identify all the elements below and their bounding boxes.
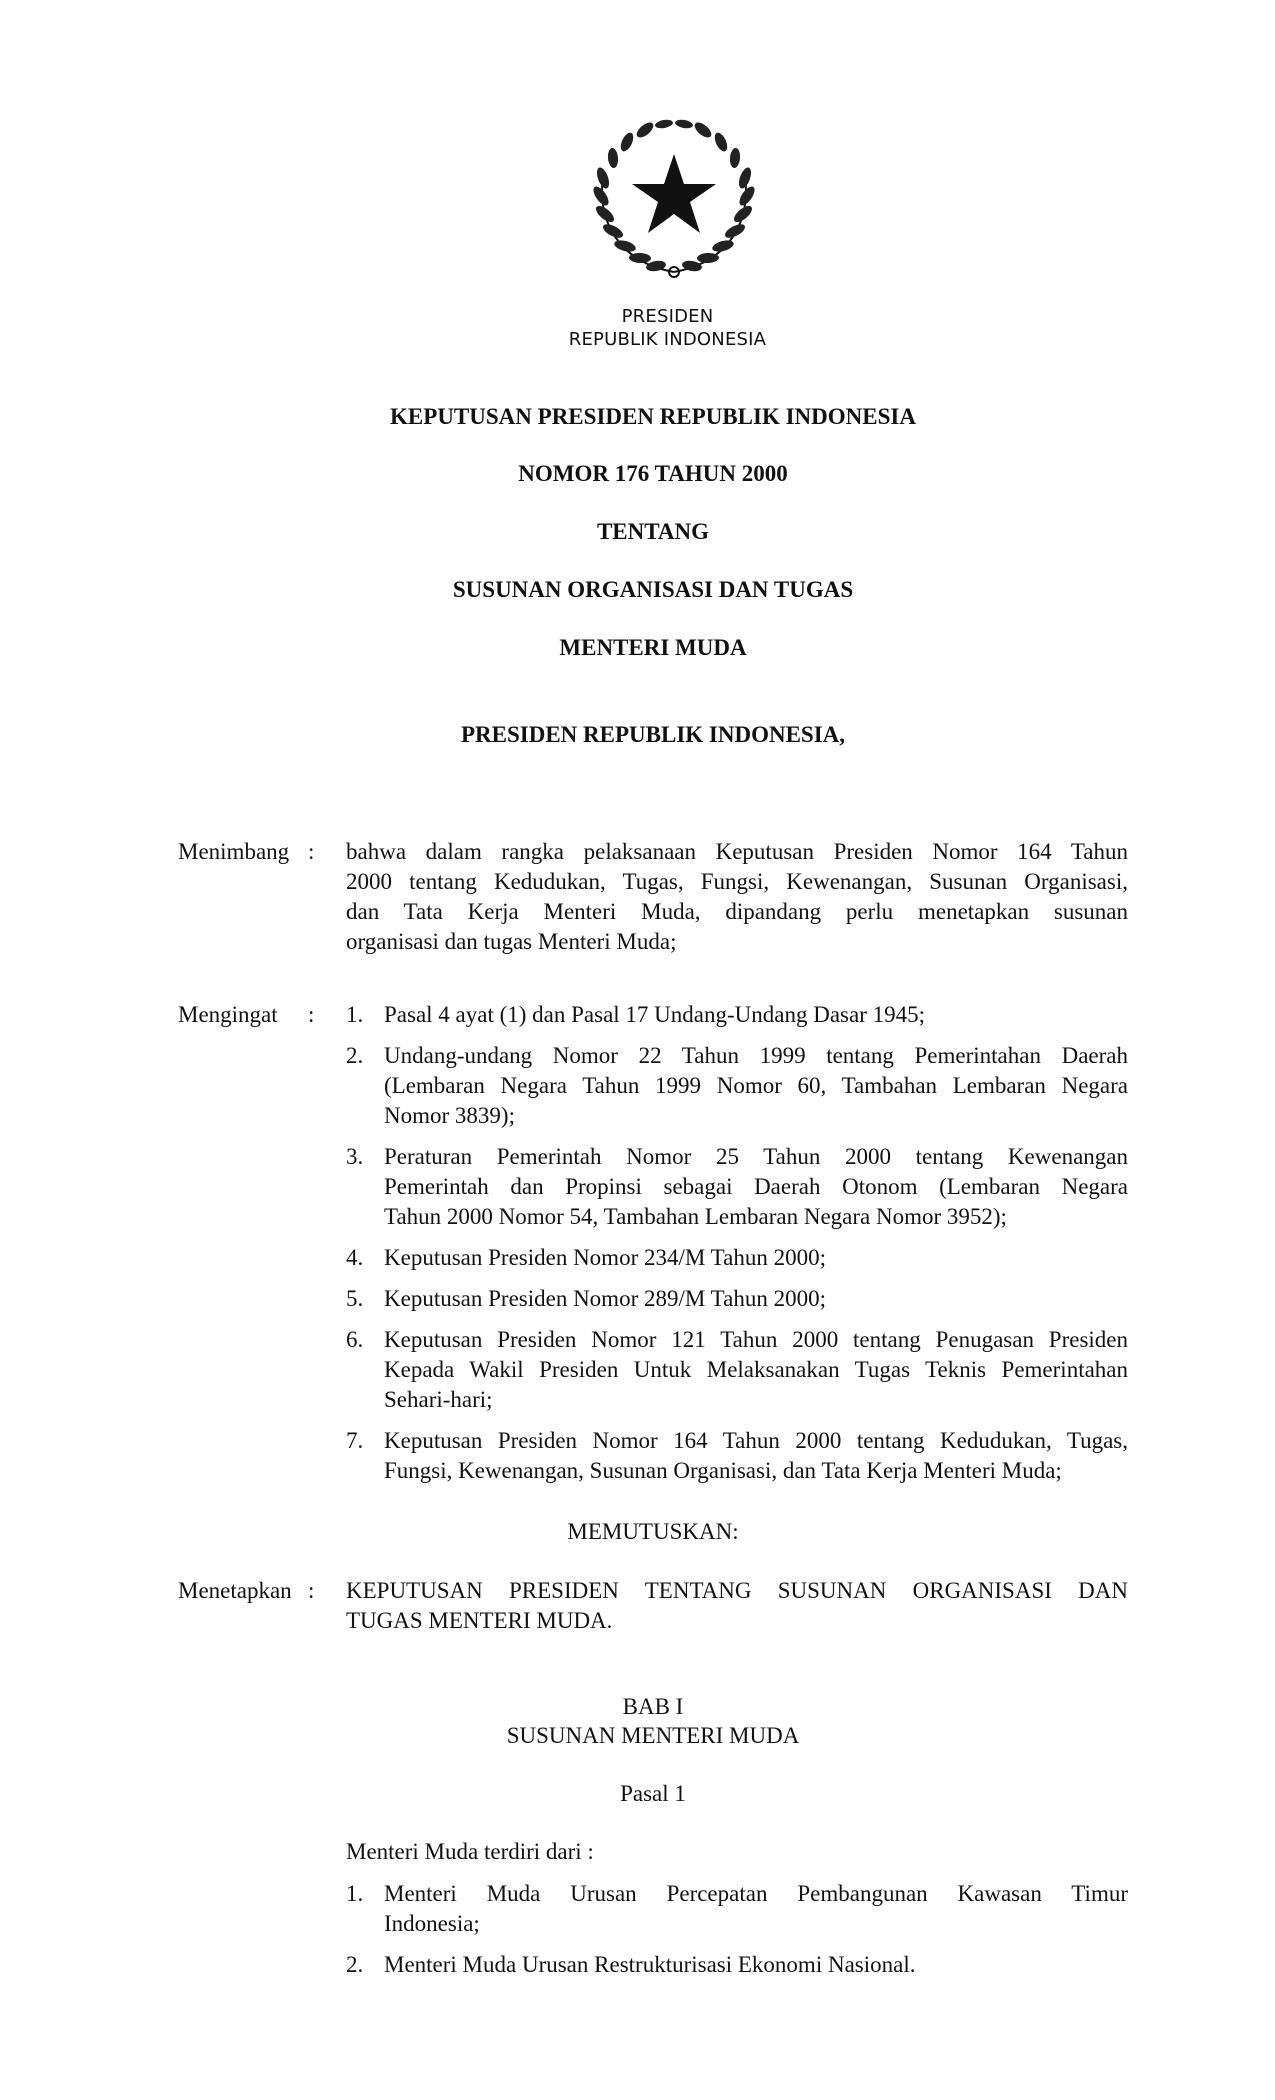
document-subject-2: MENTERI MUDA <box>559 635 747 660</box>
list-item <box>346 1426 1128 1486</box>
text-line: bahwa dalam rangka pelaksanaan Keputusan Presiden Nomor 164 Tahun <box>346 839 1128 864</box>
text-line: (Lembaran Negara Tahun 1999 Nomor 60, Tambahan Lembaran Negara <box>384 1073 1128 1098</box>
document-subject-label: TENTANG <box>596 519 710 544</box>
text-line: dan Tata Kerja Menteri Muda, dipandang perlu menetapkan susunan <box>346 899 1128 924</box>
list-item <box>346 1142 1128 1232</box>
list-item <box>346 1879 1128 1939</box>
text-line: Indonesia; <box>384 1911 480 1936</box>
list-item <box>346 1284 1128 1314</box>
list-item-number: 2. <box>346 1952 364 1977</box>
list-item <box>346 1000 1128 1030</box>
list-item-number: 7. <box>346 1428 364 1453</box>
text-line: Pemerintah dan Propinsi sebagai Daerah Otonom (Lembaran Negara <box>384 1174 1128 1199</box>
list-item-number: 2. <box>346 1043 364 1068</box>
text-line: Fungsi, Kewenangan, Susunan Organisasi, dan Tata Kerja Menteri Muda; <box>384 1458 1062 1483</box>
text-line: Undang-undang Nomor 22 Tahun 1999 tentang Pemerintahan Daerah <box>384 1043 1128 1068</box>
list-item-number: 1. <box>346 1881 364 1906</box>
document-number: NOMOR 176 TAHUN 2000 <box>518 461 788 486</box>
list-item <box>346 1041 1128 1131</box>
text-line: KEPUTUSAN PRESIDEN TENTANG SUSUNAN ORGANISASI DAN <box>346 1578 1128 1603</box>
text-line: Menteri Muda terdiri dari : <box>346 1839 594 1864</box>
text-line: organisasi dan tugas Menteri Muda; <box>346 929 677 954</box>
text-line: Sehari-hari; <box>384 1387 493 1412</box>
list-item-number: 1. <box>346 1002 364 1027</box>
list-item <box>346 1950 1128 1980</box>
text-line: Keputusan Presiden Nomor 289/M Tahun 2000; <box>384 1286 826 1311</box>
menetapkan-colon: : <box>308 1578 315 1603</box>
issuer-heading: PRESIDEN REPUBLIK INDONESIA, <box>460 722 846 747</box>
pasal-intro <box>346 1837 1128 1867</box>
menetapkan-label: Menetapkan <box>178 1578 292 1603</box>
document-title: KEPUTUSAN PRESIDEN REPUBLIK INDONESIA <box>390 404 916 429</box>
text-line: Peraturan Pemerintah Nomor 25 Tahun 2000 tentang Kewenangan <box>384 1144 1128 1169</box>
document-subject: SUSUNAN ORGANISASI DAN TUGAS <box>452 577 854 602</box>
text-line: Nomor 3839); <box>384 1103 515 1128</box>
mengingat-label: Mengingat <box>178 1002 278 1027</box>
bab-number: BAB I <box>622 1694 684 1719</box>
menimbang-colon: : <box>308 839 315 864</box>
presidential-emblem-icon <box>589 112 759 282</box>
text-line: Keputusan Presiden Nomor 164 Tahun 2000 tentang Kedudukan, Tugas, <box>384 1428 1128 1453</box>
mengingat-list <box>346 1000 1128 1497</box>
bab-title: SUSUNAN MENTERI MUDA <box>506 1723 800 1748</box>
text-line: TUGAS MENTERI MUDA. <box>346 1608 613 1633</box>
text-line: Pasal 4 ayat (1) dan Pasal 17 Undang-Undang Dasar 1945; <box>384 1002 926 1027</box>
mengingat-colon: : <box>308 1002 315 1027</box>
text-line: Tahun 2000 Nomor 54, Tambahan Lembaran Negara Nomor 3952); <box>384 1204 1007 1229</box>
list-item-number: 3. <box>346 1144 364 1169</box>
text-line: Keputusan Presiden Nomor 121 Tahun 2000 tentang Penugasan Presiden <box>384 1327 1128 1352</box>
text-line: Keputusan Presiden Nomor 234/M Tahun 2000; <box>384 1245 826 1270</box>
memutuskan-heading: MEMUTUSKAN: <box>567 1519 739 1544</box>
text-line: Kepada Wakil Presiden Untuk Melaksanakan Tugas Teknis Pemerintahan <box>384 1357 1128 1382</box>
pasal-list <box>346 1879 1128 1991</box>
pasal-title: Pasal 1 <box>620 1781 686 1806</box>
office-name-line2: REPUBLIK INDONESIA <box>568 329 767 350</box>
list-item-number: 6. <box>346 1327 364 1352</box>
list-item <box>346 1325 1128 1415</box>
text-line: Menteri Muda Urusan Percepatan Pembangunan Kawasan Timur <box>384 1881 1128 1906</box>
text-line: 2000 tentang Kedudukan, Tugas, Fungsi, Kewenangan, Susunan Organisasi, <box>346 869 1128 894</box>
list-item-number: 4. <box>346 1245 364 1270</box>
menimbang-text <box>346 837 1128 957</box>
menimbang-label: Menimbang <box>178 839 290 864</box>
menetapkan-text <box>346 1576 1128 1636</box>
office-name-line1: PRESIDEN <box>621 306 714 327</box>
text-line: Menteri Muda Urusan Restrukturisasi Ekonomi Nasional. <box>384 1952 916 1977</box>
list-item <box>346 1243 1128 1273</box>
list-item-number: 5. <box>346 1286 364 1311</box>
